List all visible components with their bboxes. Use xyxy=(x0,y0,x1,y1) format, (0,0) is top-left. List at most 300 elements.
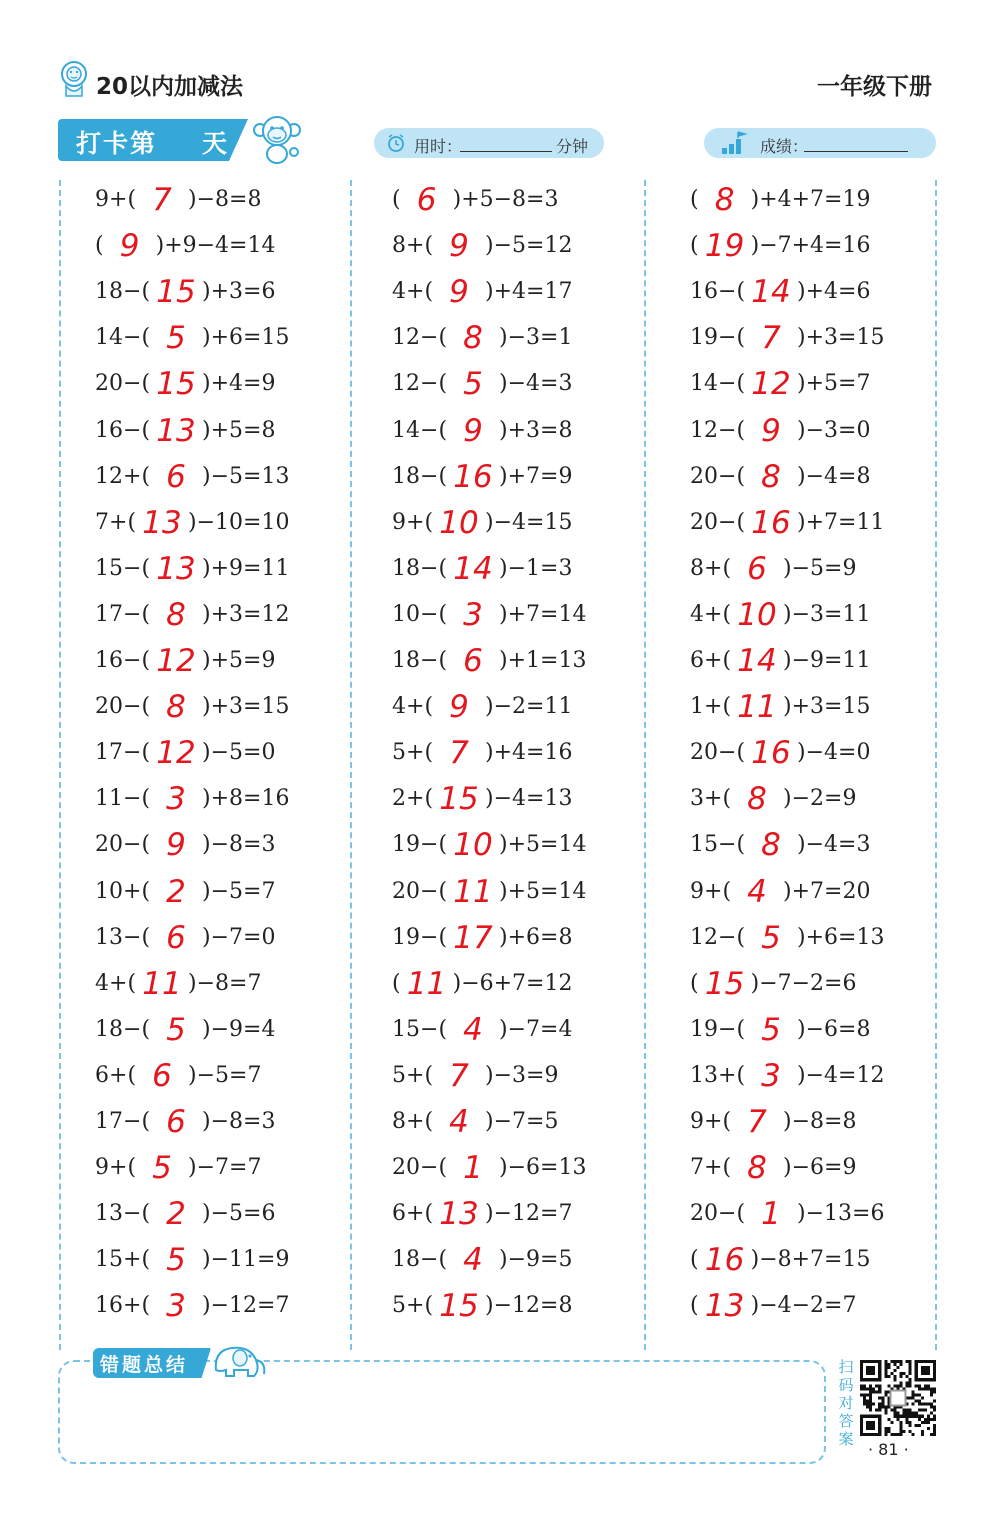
close-paren: ) xyxy=(797,832,806,858)
problem-row xyxy=(392,1242,573,1279)
problem-prefix: 20− xyxy=(690,740,737,766)
answer-blank[interactable]: 13 xyxy=(704,1288,745,1325)
close-paren: ) xyxy=(783,1109,792,1134)
problem-suffix: −4=15 xyxy=(493,509,573,535)
open-paren: ( xyxy=(438,371,448,397)
problem-row xyxy=(690,412,871,449)
open-paren: ( xyxy=(141,1201,151,1227)
problem-row xyxy=(392,504,573,541)
answer-blank[interactable]: 1 xyxy=(463,1150,483,1187)
problem-row xyxy=(690,228,871,265)
problem-prefix: 18− xyxy=(392,463,439,489)
close-paren: ) xyxy=(797,924,806,950)
problem-row xyxy=(392,1057,559,1094)
close-paren: ) xyxy=(202,325,211,351)
answer-blank[interactable]: 4 xyxy=(449,1104,469,1140)
answer-blank[interactable]: 8 xyxy=(747,1150,767,1187)
answer-blank[interactable]: 7 xyxy=(761,320,781,357)
close-paren: ) xyxy=(783,878,792,904)
answer-blank[interactable]: 3 xyxy=(761,1057,781,1094)
problem-prefix: 6+ xyxy=(95,1062,128,1088)
problem-prefix: 20− xyxy=(95,694,142,720)
problem-row xyxy=(690,550,857,587)
problem-prefix: 18− xyxy=(392,1247,439,1273)
close-paren: ) xyxy=(797,279,806,305)
open-paren: ( xyxy=(141,740,151,766)
answer-blank[interactable]: 8 xyxy=(761,827,781,864)
time-unit: 分钟 xyxy=(556,137,589,156)
open-paren: ( xyxy=(722,648,732,673)
problem-row xyxy=(392,596,587,633)
answer-blank[interactable]: 8 xyxy=(166,689,186,726)
problem-prefix: 20− xyxy=(690,509,737,535)
problem-suffix: −8+7=15 xyxy=(759,1247,871,1273)
answer-blank[interactable]: 4 xyxy=(463,1011,483,1048)
answer-blank[interactable]: 19 xyxy=(704,228,745,265)
open-paren: ( xyxy=(722,1155,732,1181)
problem-prefix: 10− xyxy=(392,601,439,627)
problem-row xyxy=(392,643,587,679)
open-paren: ( xyxy=(424,509,434,535)
problem-suffix: −6=13 xyxy=(507,1155,587,1181)
answer-blank[interactable]: 8 xyxy=(714,182,735,218)
answer-blank[interactable]: 13 xyxy=(156,412,196,449)
problem-suffix: −13=6 xyxy=(805,1201,885,1227)
problem-row xyxy=(95,182,262,218)
answer-blank[interactable]: 3 xyxy=(166,1288,186,1325)
problem-prefix: 19− xyxy=(392,832,439,858)
answer-blank[interactable]: 7 xyxy=(152,182,172,218)
problem-prefix: 9+ xyxy=(95,1155,128,1181)
close-paren: ) xyxy=(188,187,197,212)
open-paren: ( xyxy=(141,555,151,581)
close-paren: ) xyxy=(499,878,508,904)
close-paren: ) xyxy=(202,740,211,766)
problem-row xyxy=(95,1196,276,1233)
problem-suffix: +6=15 xyxy=(210,325,290,351)
answer-blank[interactable]: 15 xyxy=(439,781,479,818)
problem-suffix: +7=9 xyxy=(507,463,573,489)
problem-row xyxy=(95,965,262,1002)
answer-blank[interactable]: 9 xyxy=(166,827,186,864)
problem-row xyxy=(95,735,276,772)
close-paren: ) xyxy=(485,279,494,305)
problem-suffix: −5=0 xyxy=(210,740,276,766)
answer-blank[interactable]: 5 xyxy=(761,1011,781,1048)
answer-blank[interactable]: 9 xyxy=(449,689,469,726)
answer-blank[interactable]: 15 xyxy=(439,1288,479,1325)
open-paren: ( xyxy=(424,740,434,766)
problem-prefix: 9+ xyxy=(95,187,128,212)
problem-row xyxy=(392,228,573,265)
open-paren: ( xyxy=(127,1155,137,1181)
problem-prefix: 18− xyxy=(392,648,439,673)
answer-blank[interactable]: 11 xyxy=(737,689,777,726)
open-paren: ( xyxy=(438,878,448,904)
problem-suffix: −8=8 xyxy=(196,187,262,212)
problem-row xyxy=(392,965,573,1002)
answer-blank[interactable]: 10 xyxy=(737,596,777,633)
answer-blank[interactable]: 12 xyxy=(156,643,196,679)
close-paren: ) xyxy=(499,648,508,673)
problem-suffix: +5=8 xyxy=(210,417,276,443)
problem-suffix: −7=4 xyxy=(507,1016,573,1042)
close-paren: ) xyxy=(188,1155,197,1181)
problem-suffix: +7=14 xyxy=(507,601,587,627)
problem-suffix: −3=11 xyxy=(791,601,871,627)
problem-row xyxy=(95,1288,290,1325)
problem-suffix: +5=7 xyxy=(805,371,871,397)
open-paren: ( xyxy=(690,233,699,259)
answer-blank[interactable]: 5 xyxy=(463,366,483,403)
close-paren: ) xyxy=(202,694,211,720)
answer-blank[interactable]: 16 xyxy=(751,735,791,772)
problem-row xyxy=(392,182,559,218)
close-paren: ) xyxy=(499,325,508,351)
problem-suffix: −2=9 xyxy=(791,786,857,812)
close-paren: ) xyxy=(202,417,211,443)
problem-prefix: 4+ xyxy=(95,970,128,996)
problem-prefix: 20− xyxy=(690,463,737,489)
answer-blank[interactable]: 1 xyxy=(761,1196,781,1233)
problem-prefix: 14− xyxy=(95,325,142,351)
answer-blank[interactable]: 5 xyxy=(166,1242,186,1279)
open-paren: ( xyxy=(141,924,151,950)
answer-blank[interactable]: 5 xyxy=(152,1150,172,1187)
answer-blank[interactable]: 6 xyxy=(463,643,483,679)
answer-blank[interactable]: 14 xyxy=(453,550,493,587)
problem-suffix: −6=9 xyxy=(791,1155,857,1181)
close-paren: ) xyxy=(202,832,211,858)
answer-blank[interactable]: 6 xyxy=(166,1104,186,1140)
problem-row xyxy=(690,1196,885,1233)
close-paren: ) xyxy=(188,1062,197,1088)
problem-row xyxy=(392,458,573,495)
open-paren: ( xyxy=(127,509,137,535)
close-paren: ) xyxy=(499,371,508,397)
close-paren: ) xyxy=(202,924,211,950)
problem-prefix: 8+ xyxy=(392,1109,425,1134)
answer-blank[interactable]: 9 xyxy=(449,228,469,265)
problem-prefix: 20− xyxy=(95,832,142,858)
problem-suffix: +7=20 xyxy=(791,878,871,904)
answer-blank[interactable]: 6 xyxy=(166,919,186,956)
answer-blank[interactable]: 17 xyxy=(453,919,493,956)
problem-prefix: 15− xyxy=(95,555,142,581)
problem-suffix: −5=12 xyxy=(493,233,573,259)
answer-blank[interactable]: 7 xyxy=(747,1104,767,1140)
problem-suffix: −9=4 xyxy=(210,1016,276,1042)
problem-prefix: 20− xyxy=(392,878,439,904)
answer-blank[interactable]: 10 xyxy=(453,827,493,864)
close-paren: ) xyxy=(202,878,211,904)
column-divider-2 xyxy=(644,180,646,1350)
problem-suffix: −2=11 xyxy=(493,694,573,720)
problem-prefix: 19− xyxy=(690,325,737,351)
monkey-icon xyxy=(250,112,304,166)
close-paren: ) xyxy=(797,371,806,397)
open-paren: ( xyxy=(438,463,448,489)
close-paren: ) xyxy=(783,1155,792,1181)
problem-suffix: −1=3 xyxy=(507,555,573,581)
problem-row xyxy=(392,735,573,772)
open-paren: ( xyxy=(736,1016,746,1042)
open-paren: ( xyxy=(690,970,699,996)
problem-prefix: 16− xyxy=(690,279,737,305)
problem-suffix: +4=9 xyxy=(210,371,276,397)
problem-prefix: 16− xyxy=(95,417,142,443)
answer-blank[interactable]: 15 xyxy=(156,274,196,311)
answer-blank[interactable]: 6 xyxy=(152,1057,172,1094)
close-paren: ) xyxy=(202,371,211,397)
close-paren: ) xyxy=(202,279,211,305)
open-paren: ( xyxy=(438,1155,448,1181)
answer-blank[interactable]: 13 xyxy=(156,550,196,587)
close-paren: ) xyxy=(485,694,494,720)
answer-blank[interactable]: 8 xyxy=(463,320,483,357)
problem-prefix: 20− xyxy=(690,1201,737,1227)
open-paren: ( xyxy=(722,694,732,720)
close-paren: ) xyxy=(499,832,508,858)
problem-row xyxy=(95,274,276,311)
problem-suffix: −7−2=6 xyxy=(759,970,857,996)
column-divider-1 xyxy=(350,180,352,1350)
problem-row xyxy=(690,735,871,772)
answer-blank[interactable]: 4 xyxy=(747,873,767,910)
close-paren: ) xyxy=(202,648,211,673)
answer-blank[interactable]: 10 xyxy=(439,504,479,541)
answer-blank[interactable]: 9 xyxy=(463,412,483,449)
problem-row xyxy=(690,873,871,910)
problem-suffix: +3=6 xyxy=(210,279,276,305)
clock-icon xyxy=(386,133,406,153)
answer-blank[interactable]: 5 xyxy=(166,320,186,357)
open-paren: ( xyxy=(141,832,151,858)
problem-prefix: 17− xyxy=(95,740,142,766)
close-paren: ) xyxy=(485,786,494,812)
close-paren: ) xyxy=(797,463,806,489)
problem-prefix: 19− xyxy=(690,1016,737,1042)
problem-row xyxy=(690,689,871,726)
problem-row xyxy=(95,228,276,265)
problem-row xyxy=(95,873,276,910)
close-paren: ) xyxy=(797,1016,806,1042)
answer-blank[interactable]: 5 xyxy=(166,1011,186,1048)
answer-blank[interactable]: 11 xyxy=(453,873,493,910)
problem-row xyxy=(95,1242,290,1279)
problem-prefix: 16+ xyxy=(95,1293,142,1319)
problem-prefix: 9+ xyxy=(690,1109,723,1134)
problem-prefix: 6+ xyxy=(690,648,723,673)
problem-prefix: 8+ xyxy=(392,233,425,259)
close-paren: ) xyxy=(750,233,760,259)
problem-prefix: 17− xyxy=(95,1109,142,1134)
answer-blank[interactable]: 14 xyxy=(751,274,791,311)
answer-blank[interactable]: 11 xyxy=(406,965,447,1002)
answer-blank[interactable]: 4 xyxy=(463,1242,483,1279)
time-input-line[interactable] xyxy=(460,151,552,152)
problem-row xyxy=(95,366,276,403)
open-paren: ( xyxy=(736,1201,746,1227)
problem-prefix: 16− xyxy=(95,648,142,673)
problem-row xyxy=(690,182,871,218)
problem-row xyxy=(95,1011,276,1048)
qr-code[interactable] xyxy=(860,1360,936,1436)
problem-row xyxy=(95,781,290,818)
answer-blank[interactable]: 15 xyxy=(156,366,196,403)
problem-suffix: +8=16 xyxy=(210,786,290,812)
answer-blank[interactable]: 6 xyxy=(416,182,437,218)
open-paren: ( xyxy=(424,1109,434,1134)
problem-suffix: +4=16 xyxy=(493,740,573,766)
close-paren: ) xyxy=(783,601,792,627)
close-paren: ) xyxy=(750,1293,760,1319)
close-paren: ) xyxy=(485,1109,494,1134)
problem-suffix: −7=5 xyxy=(493,1109,559,1134)
problem-suffix: +3=15 xyxy=(805,325,885,351)
open-paren: ( xyxy=(736,279,746,305)
problem-prefix: 15+ xyxy=(95,1247,142,1273)
open-paren: ( xyxy=(736,924,746,950)
answer-blank[interactable]: 7 xyxy=(449,735,469,772)
score-label: 成绩： xyxy=(760,137,809,156)
problem-prefix: 2+ xyxy=(392,786,425,812)
problem-suffix: +1=13 xyxy=(507,648,587,673)
answer-blank[interactable]: 8 xyxy=(166,596,186,633)
problem-prefix: 5+ xyxy=(392,1062,425,1088)
problem-prefix: 19− xyxy=(392,924,439,950)
problem-suffix: +3=15 xyxy=(210,694,290,720)
close-paren: ) xyxy=(485,233,494,259)
book-title: 20以内加减法 xyxy=(96,74,244,100)
problem-row xyxy=(95,412,276,449)
problem-suffix: +9−4=14 xyxy=(164,233,276,259)
answer-blank[interactable]: 16 xyxy=(751,504,791,541)
open-paren: ( xyxy=(438,601,448,627)
answer-blank[interactable]: 15 xyxy=(704,965,745,1002)
problem-row xyxy=(392,689,573,726)
problem-row xyxy=(95,596,290,633)
open-paren: ( xyxy=(736,371,746,397)
answer-blank[interactable]: 8 xyxy=(747,781,767,818)
open-paren: ( xyxy=(141,279,151,305)
problem-row xyxy=(392,919,573,956)
close-paren: ) xyxy=(797,1062,806,1088)
answer-blank[interactable]: 11 xyxy=(142,965,182,1002)
answer-blank[interactable]: 9 xyxy=(761,412,781,449)
problem-row xyxy=(392,1196,573,1233)
answer-blank[interactable]: 13 xyxy=(439,1196,479,1233)
problem-row xyxy=(392,1104,559,1140)
answer-blank[interactable]: 7 xyxy=(449,1057,469,1094)
close-paren: ) xyxy=(750,970,760,996)
answer-blank[interactable]: 12 xyxy=(156,735,196,772)
answer-blank[interactable]: 2 xyxy=(166,1196,186,1233)
open-paren: ( xyxy=(438,1016,448,1042)
answer-blank[interactable]: 16 xyxy=(704,1242,745,1279)
open-paren: ( xyxy=(424,1201,434,1227)
problem-prefix: 12− xyxy=(690,924,737,950)
answer-blank[interactable]: 16 xyxy=(453,458,493,495)
answer-blank[interactable]: 2 xyxy=(166,873,186,910)
checkin-prefix: 打卡第 xyxy=(76,129,158,158)
open-paren: ( xyxy=(722,878,732,904)
problem-prefix: 7+ xyxy=(95,509,128,535)
open-paren: ( xyxy=(141,1109,151,1134)
problem-row xyxy=(690,458,871,495)
answer-blank[interactable]: 8 xyxy=(761,458,781,495)
problem-prefix: 18− xyxy=(392,555,439,581)
problem-row xyxy=(690,320,885,357)
answer-blank[interactable]: 3 xyxy=(463,596,483,633)
close-paren: ) xyxy=(499,1016,508,1042)
problem-suffix: −4=13 xyxy=(493,786,573,812)
lion-icon xyxy=(58,60,90,98)
problem-row xyxy=(95,1104,276,1140)
open-paren: ( xyxy=(141,878,151,904)
close-paren: ) xyxy=(452,970,462,996)
answer-blank[interactable]: 6 xyxy=(747,550,767,587)
problem-suffix: −12=8 xyxy=(493,1293,573,1319)
open-paren: ( xyxy=(392,187,401,212)
open-paren: ( xyxy=(127,1062,137,1088)
problem-suffix: −3=0 xyxy=(805,417,871,443)
problem-row xyxy=(690,965,857,1002)
problem-suffix: −4=3 xyxy=(805,832,871,858)
problem-prefix: 5+ xyxy=(392,1293,425,1319)
problem-row xyxy=(95,689,290,726)
problem-prefix: 17− xyxy=(95,601,142,627)
open-paren: ( xyxy=(424,1062,434,1088)
close-paren: ) xyxy=(783,648,792,673)
close-paren: ) xyxy=(797,1201,806,1227)
score-input-line[interactable] xyxy=(804,151,908,152)
problem-row xyxy=(95,1057,262,1094)
answer-blank[interactable]: 3 xyxy=(166,781,186,818)
open-paren: ( xyxy=(141,463,151,489)
answer-blank[interactable]: 5 xyxy=(761,919,781,956)
problem-suffix: +4+7=19 xyxy=(759,187,871,212)
answer-blank[interactable]: 6 xyxy=(166,458,186,495)
answer-blank[interactable]: 14 xyxy=(737,643,777,679)
answer-blank[interactable]: 13 xyxy=(142,504,182,541)
close-paren: ) xyxy=(485,1201,494,1227)
problem-suffix: +9=11 xyxy=(210,555,290,581)
problem-row xyxy=(95,504,290,541)
checkin-suffix: 天 xyxy=(202,129,228,158)
open-paren: ( xyxy=(690,187,699,212)
problem-row xyxy=(95,1150,262,1187)
open-paren: ( xyxy=(127,970,137,996)
problem-row xyxy=(95,827,276,864)
problem-prefix: 13− xyxy=(95,1201,142,1227)
problem-suffix: +4=6 xyxy=(805,279,871,305)
problem-row xyxy=(392,1288,573,1325)
open-paren: ( xyxy=(424,1293,434,1319)
problem-prefix: 15− xyxy=(392,1016,439,1042)
open-paren: ( xyxy=(392,970,401,996)
problem-suffix: −9=5 xyxy=(507,1247,573,1273)
time-label: 用时： xyxy=(414,137,463,156)
answer-blank[interactable]: 12 xyxy=(751,366,791,403)
open-paren: ( xyxy=(141,648,151,673)
open-paren: ( xyxy=(690,1247,699,1273)
answer-blank[interactable]: 9 xyxy=(449,274,469,311)
answer-blank[interactable]: 9 xyxy=(119,228,140,265)
problem-row xyxy=(690,1150,857,1187)
close-paren: ) xyxy=(485,740,494,766)
problem-suffix: −8=8 xyxy=(791,1109,857,1134)
